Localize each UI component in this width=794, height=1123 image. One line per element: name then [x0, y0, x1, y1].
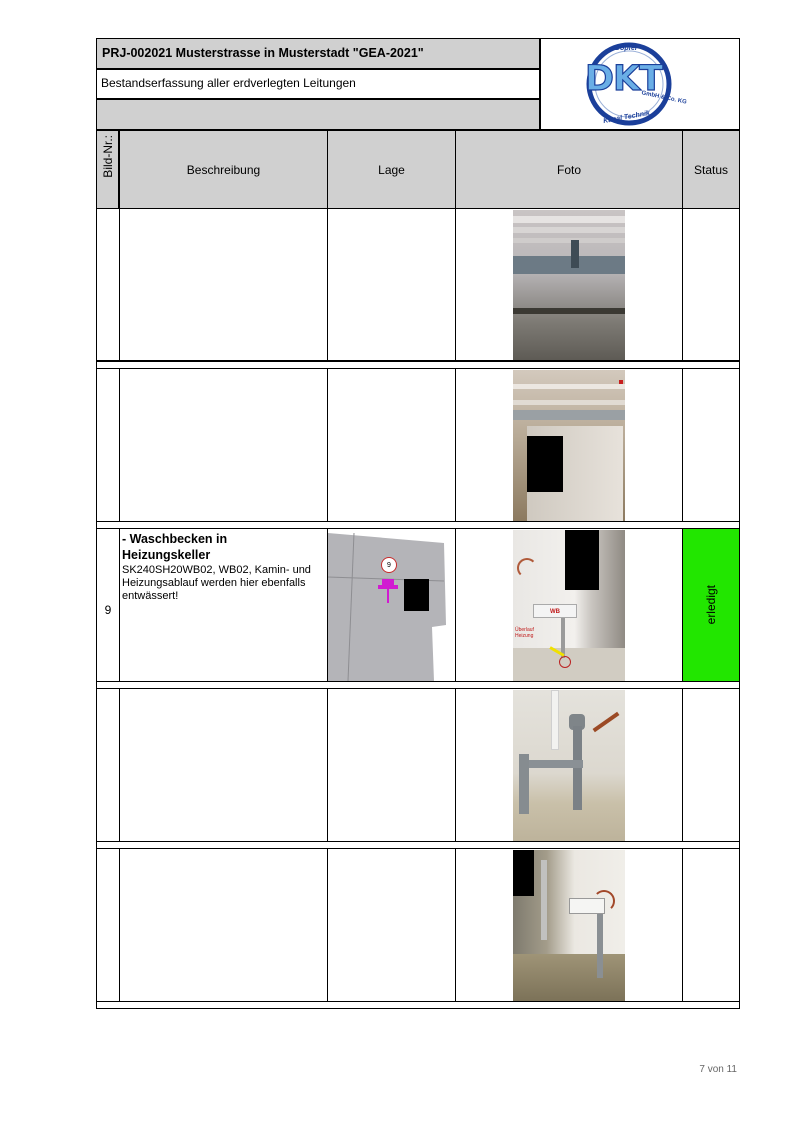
cell-nr: [96, 208, 120, 361]
cell-lage: [327, 528, 456, 682]
cell-beschreibung: [119, 208, 328, 361]
logo-main-text: DKT: [585, 59, 663, 99]
logo-bottom-text: Kanal Technik: [602, 109, 651, 126]
photo-label-overflow: Überlauf Heizung: [515, 627, 534, 639]
photo-sink-overview: [513, 850, 625, 1001]
logo-side-text: GmbH & Co. KG: [640, 90, 688, 106]
col-header-nr: Bild-Nr.:: [96, 130, 119, 209]
col-header-foto: Foto: [455, 130, 683, 209]
photo-tank-room: [513, 370, 625, 521]
cell-nr: 9: [96, 528, 120, 682]
cell-nr: [96, 688, 120, 842]
cell-lage: [327, 208, 456, 361]
logo-top-text: Dopfer: [615, 45, 638, 52]
col-header-lage: Lage: [327, 130, 456, 209]
cell-lage: [327, 368, 456, 522]
photo-pipes-ceiling: [513, 210, 625, 360]
header-empty-cell: [96, 99, 540, 130]
item-title: - Waschbecken in Heizungskeller: [122, 532, 228, 562]
cell-status: [682, 208, 740, 361]
cell-beschreibung: [119, 688, 328, 842]
cell-lage: [327, 848, 456, 1002]
photo-drain-pipes: [513, 690, 625, 841]
status-badge: erledigt: [682, 528, 740, 682]
col-header-beschreibung: Beschreibung: [119, 130, 328, 209]
col-header-status: Status: [682, 130, 740, 209]
cell-status: [682, 688, 740, 842]
cell-lage: [327, 688, 456, 842]
row-separator: [96, 1001, 740, 1009]
map-pin-marker: 9: [381, 557, 397, 573]
company-logo: [540, 38, 740, 130]
item-description: SK240SH20WB02, WB02, Kamin- und Heizungsablauf werden hier ebenfalls entwässert!: [122, 564, 311, 602]
cell-beschreibung: [119, 368, 328, 522]
cell-status: [682, 848, 740, 1002]
cell-beschreibung: [119, 848, 328, 1002]
cell-beschreibung: [119, 528, 328, 682]
cell-nr: [96, 368, 120, 522]
location-map: [328, 529, 455, 681]
project-title: PRJ-002021 Musterstrasse in Musterstadt "GEA-2021": [96, 38, 540, 69]
document-subtitle: Bestandserfassung aller erdverlegten Leitungen: [96, 69, 540, 99]
cell-status: [682, 368, 740, 522]
cell-nr: [96, 848, 120, 1002]
photo-label-wb: WB: [550, 609, 560, 615]
photo-sink-heating: [513, 530, 625, 681]
page-number: 7 von 11: [699, 1064, 737, 1075]
